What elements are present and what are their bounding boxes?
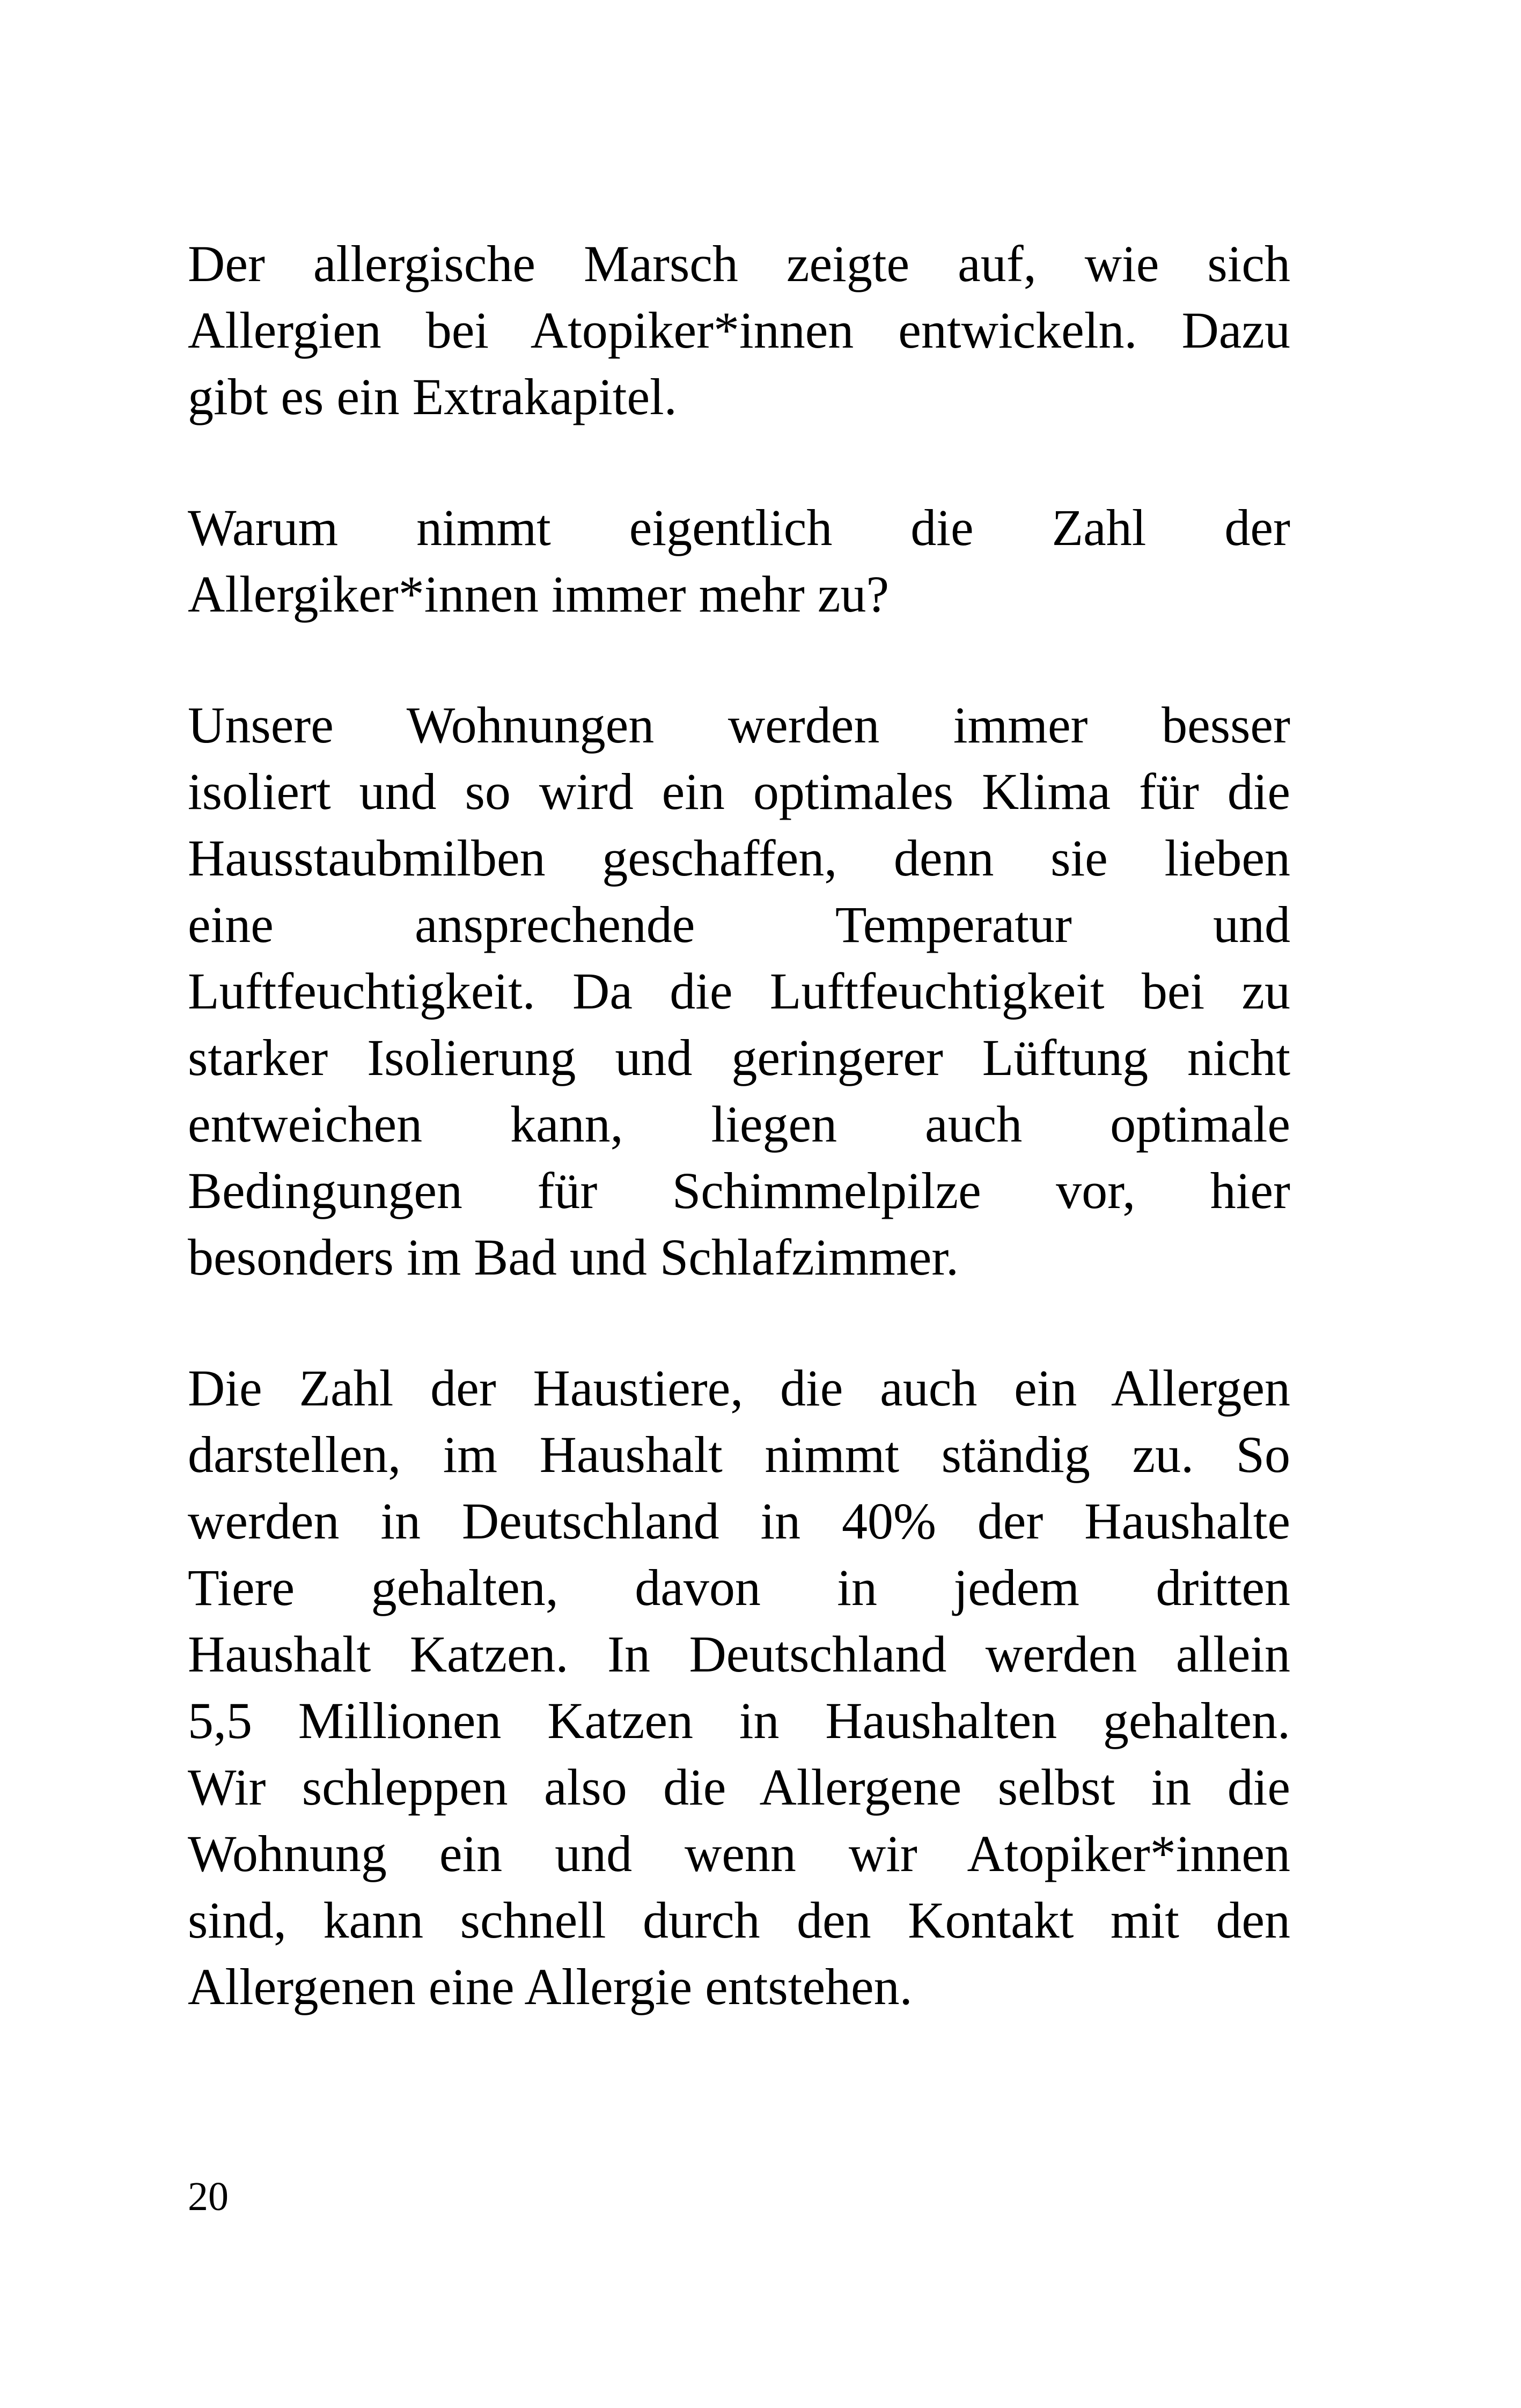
page-number: 20 [188,2174,229,2219]
text-line: eine ansprechende Temperatur und [188,896,1290,953]
paragraph-housing [188,692,1290,1291]
text-line: Die Zahl der Haustiere, die auch ein Allergen [188,1359,1290,1417]
text-line: Unsere Wohnungen werden immer besser [188,696,1290,754]
text-line: Allergien bei Atopiker*innen entwickeln. Dazu [188,301,1290,359]
text-line: Haushalt Katzen. In Deutschland werden allein [188,1625,1290,1683]
text-line: besonders im Bad und Schlafzimmer. [188,1228,959,1286]
text-line: Allergenen eine Allergie entstehen. [188,1958,913,2015]
text-line: Hausstaubmilben geschaffen, denn sie lieben [188,829,1290,887]
paragraph-allergic-march [188,231,1290,430]
text-line: Allergiker*innen immer mehr zu? [188,565,890,623]
text-line: Der allergische Marsch zeigte auf, wie sich [188,235,1290,292]
text-line: darstellen, im Haushalt nimmt ständig zu. So [188,1426,1290,1483]
text-line: gibt es ein Extrakapitel. [188,368,677,425]
text-line: 5,5 Millionen Katzen in Haushalten gehalten. [188,1692,1290,1749]
text-line: Tiere gehalten, davon in jedem dritten [188,1559,1290,1616]
paragraph-question [188,495,1290,628]
text-line: isoliert und so wird ein optimales Klima für die [188,763,1290,820]
paragraph-pets [188,1355,1290,2020]
text-line: Luftfeuchtigkeit. Da die Luftfeuchtigkeit bei zu [188,962,1290,1020]
text-line: entweichen kann, liegen auch optimale [188,1095,1290,1153]
body-text [188,231,1290,2085]
text-line: starker Isolierung und geringerer Lüftung nicht [188,1029,1290,1086]
text-line: Warum nimmt eigentlich die Zahl der [188,499,1290,556]
text-line: Wir schleppen also die Allergene selbst in die [188,1758,1290,1816]
text-line: sind, kann schnell durch den Kontakt mit den [188,1891,1290,1949]
text-line: Bedingungen für Schimmelpilze vor, hier [188,1162,1290,1219]
text-line: werden in Deutschland in 40% der Haushalte [188,1492,1290,1550]
text-line: Wohnung ein und wenn wir Atopiker*innen [188,1825,1290,1882]
